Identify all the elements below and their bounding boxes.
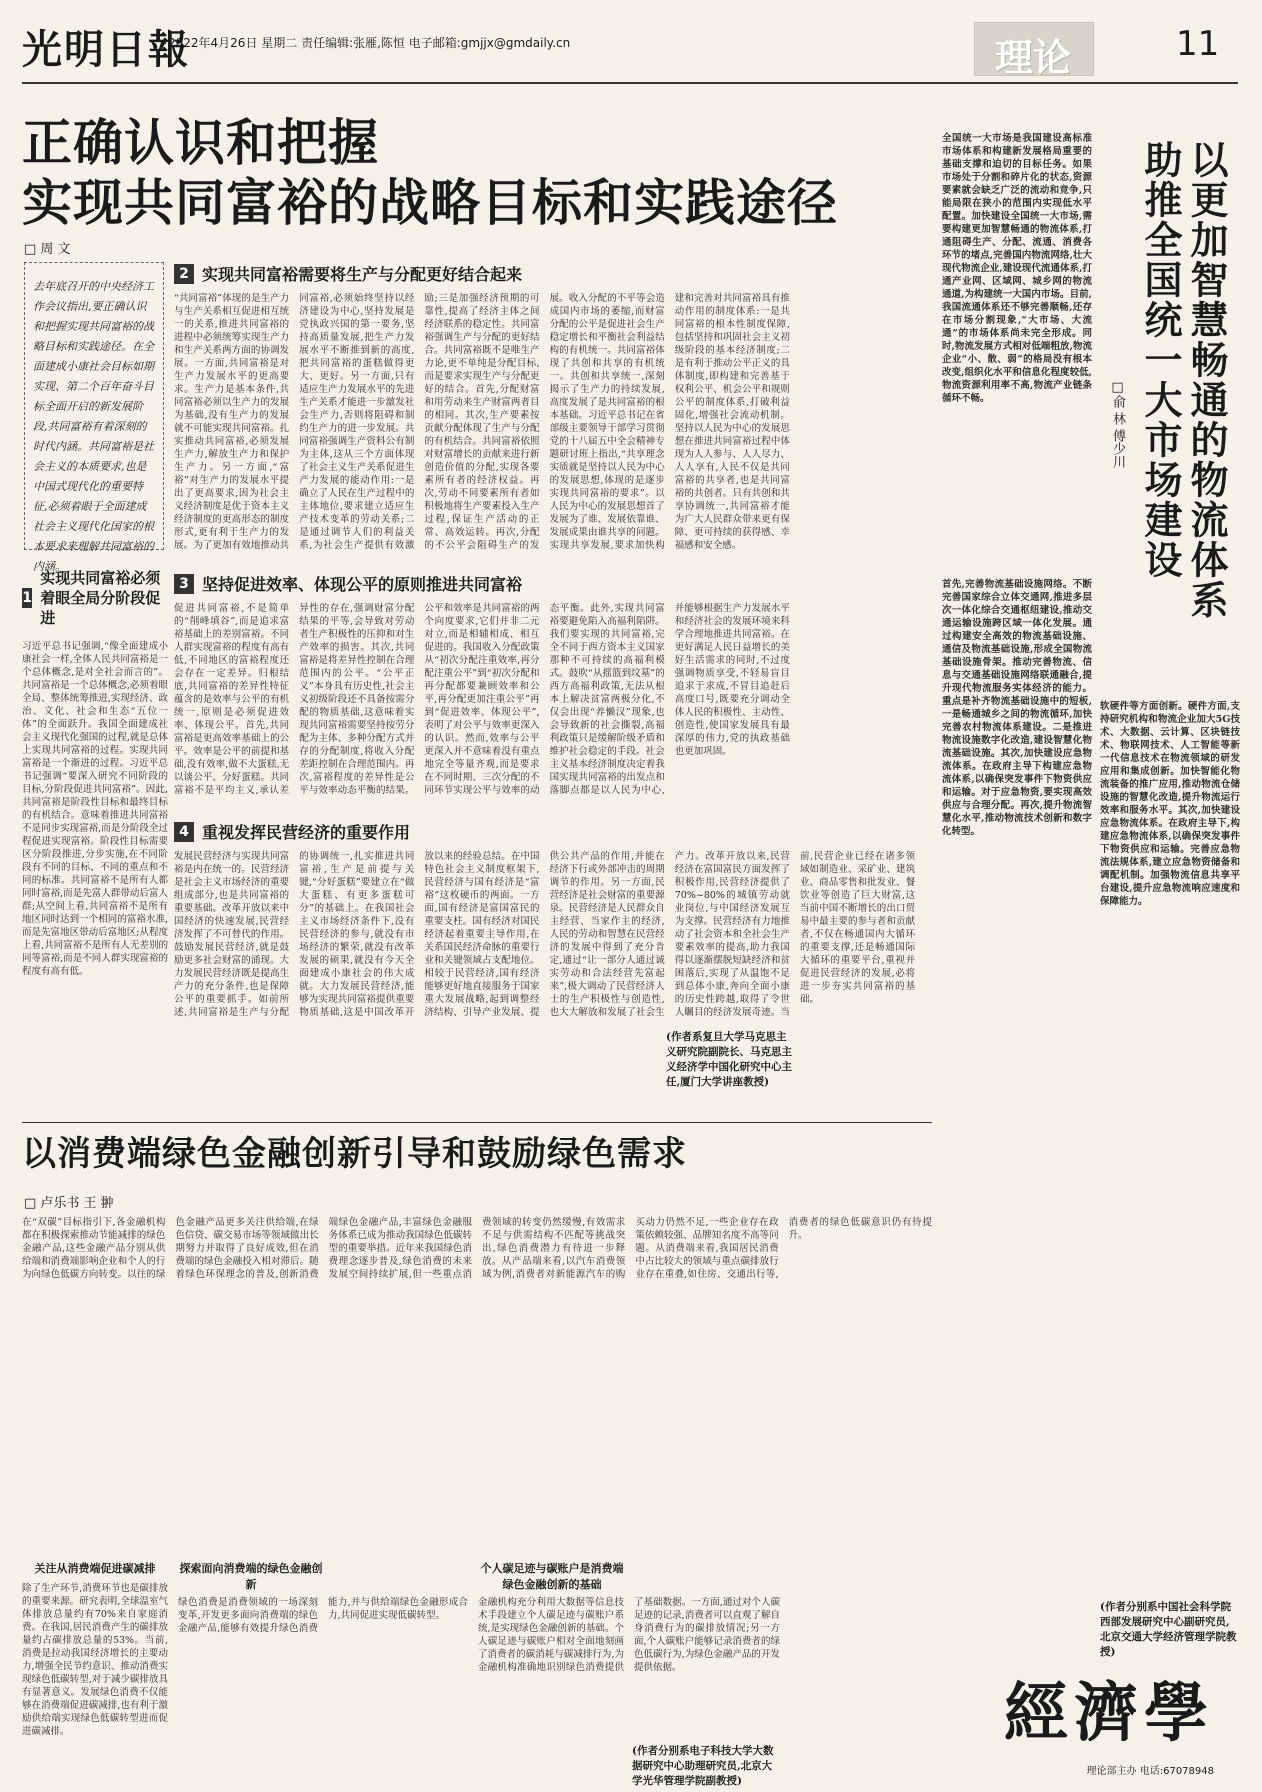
section1-title: 实现共同富裕必须着眼全局分阶段促进 [40,569,161,627]
section1-heading [22,568,170,628]
section3-text: 促进共同富裕,不是简单的“削峰填谷”,而是追求富裕基础上的差别富裕。不同人群实现富裕的程度有高有低,不同地区的富裕程度还会存在一定差异。归根结底,共同富裕的差异性特征蕴含的是效率与公平的有机统一,原则是必须促进效率、体现公平。首先,共同富裕是更高效率基础上的公平。效率是公平的前提和基础,没有效率,做不大蛋糕,无以谈公平、分好蛋糕。共同富裕不是平均主义,承认差异性的存在,强调财富分配结果的平等,会导致对劳动者生产积极性的压抑和对生产效率的损害。其次,共同富裕是将差异性控制在合理范围内的公平。“公平正义”本身具有历史性,社会主义初级阶段还不具备按需分配的物质基础,这意味着实现共同富裕需要坚持按劳分配为主体、多种分配方式并存的分配制度,将收入分配差距控制在合理范围内。再次,富裕程度的差异性是公平与效率动态平衡的结果。公平和效率是共同富裕的两个向度要求,它们并非二元对立,而是相辅相成、相互促进的。我国收入分配政策从“初次分配注重效率,再分配注重公平”到“初次分配和再分配都要兼顾效率和公平,再分配更加注重公平”再到“促进效率、体现公平”,表明了对公平与效率更深入的认识。然而,效率与公平更深入并不意味着没有重点地完全等量齐观,而是要求在不同时期、三次分配的不同环节实现公平与效率的动态平衡。此外,实现共同富裕要避免陷入高福利陷阱。我们要实现的共同富裕,完全不同于西方资本主义国家那种不可持续的高福利模式。鼓吹“从摇篮到坟墓”的西方高福利政策,无法从根本上解决贫富两极分化,不仅会出现“养懒汉”现象,也会导致新的社会撕裂,高福利政策只是缓解阶级矛盾和维护社会稳定的手段。社会主义基本经济制度决定着我国实现共同富裕的出发点和落脚点都是以人民为中心,并能够根据生产力发展水平和经济社会的发展环境来科学合理地推进共同富裕。在更好满足人民日益增长的美好生活需求的同时,不过度强调物质享受,不轻易盲目追求于求成,不冒目追赶后高度口号,既要充分调动全体人民的积极性、主动性、创造性,使国家发展具有最深厚的伟力,党的执政基础也更加巩固。 [174,603,790,796]
article1-title-line2: 实现共同富裕的战略目标和实践途径 [22,173,838,232]
article3-subhead3-text: 金融机构充分利用大数据等信息技术手段建立个人碳足迹与碳账户系统,是实现绿色金融创新的基础。个人碳足迹与碳账户相对全面地刻画了消费者的碳消耗与碳减排行为,为金融机构准确地识别绿色消费提供了基础数据。一方面,通过对个人碳足迹的记录,消费者可以直观了解自身消费行为的碳排放情况;另一方面,个人碳账户能够记录消费者的绿色低碳行为,为绿色金融产品的开发提供依据。 [478,1597,780,1673]
section4-text: 发展民营经济与实现共同富裕是内在统一的。民营经济是社会主义市场经济的重要组成部分,也是共同富裕的重要基础。改革开放以来中国经济的快速发展,民营经济发挥了不可替代的作用。鼓励发展民营经济,就是鼓励更多社会财富的涌现。大力发展民营经济既是提高生产力的充分条件,也是保障公平的重要抓手。如前所述,共同富裕是生产与分配的协调统一,扎实推进共同富裕,生产是前提与关键,“分好蛋糕”要建立在“做大蛋糕、有更多蛋糕可分”的基础上。在我国社会主义市场经济条件下,没有民营经济的参与,就没有市场经济的繁荣,就没有改革发展的硕果,就没有今天全面建成小康社会的伟大成就。大力发展民营经济,能够为实现共同富裕提供重要物质基础,这是中国改革开放以来的经验总结。在中国特色社会主义制度框架下,民营经济与国有经济是“富裕”这枚硬币的两面。一方面,国有经济是富国富民的重要支柱。国有经济对国民经济起着重要主导作用,在关系国民经济命脉的重要行业和关键领域占支配地位。相较于民营经济,国有经济能够更好地直接服务于国家重大发展战略,起到调整经济结构、引导产业发展、提供公共产品的作用,并能在经济下行或外部冲击的周期调节的作用。另一方面,民营经济是社会财富的重要源泉。民营经济是人民群众自主经营、当家作主的经济,人民的劳动和智慧在民营经济的发展中得到了充分肯定,通过“让一部分人通过诚实劳动和合法经营先富起来”,极大调动了民营经济人士的生产积极性与创造性,也大大解放和发展了社会生产力。改革开放以来,民营经济在富国富民方面发挥了积极作用,民营经济提供了70%~80%的城镇劳动就业岗位,与中国经济发展互为支撑。民营经济有力地推动了社会资本和全社会生产要素效率的提高,助力我国得以逐渐摆脱短缺经济和贫困落后,实现了从温饱不足到总体小康,奔向全面小康的历史性跨越,取得了令世人瞩目的经济发展奇迹。当前,民营企业已经在诸多领域如制造业、采矿业、建筑业、商品零售和批发业、餐饮业等创造了巨大财富,这当前中国不断增长的出口贸易中最主要的参与者和贡献者,不仅在畅通国内大循环的重要支撑,还是畅通国际大循环的重要平台,重视并促进民营经济的发展,必将进一步夯实共同富裕的基础。 [174,851,916,1018]
article1-title-line1: 正确认识和把握 [22,113,379,172]
section1-number: 1 [22,590,32,606]
article3-title: 以消费端绿色金融创新引导和鼓励绿色需求 [22,1134,687,1174]
article1-author-credit: (作者系复旦大学马克思主义研究院副院长、马克思主义经济学中国化研究中心主任,厦门大学讲座教授) [666,1031,792,1088]
section-badge [974,22,1094,80]
article2-body: 首先,完善物流基础设施网络。不断完善国家综合立体交通网,推进多层次一体化综合交通枢纽建设,推动交通运输设施跨区域一体化发展。通过构建安全高效的物流基础设施、通信及物流基础设施,形成全国物流基础设施骨架。推动完善物流、信息与交通基础设施网络联通融合,提升现代物流服务实体经济的能力。重点是补齐物流基础设施中的短板,一是畅通城乡之间的物流循环,加快完善农村物流体系建设。二是推进物流设施数字化改造,建设智慧化物流基础设施。其次,加快建设应急物流体系。在政府主导下构建应急物流体系,以确保突发事件下物资供应和运输。对于应急物资,要实现高效供应与合理分配。再次,提升物流智慧化水平,推动物流技术创新和数字化转型。 [942,579,1092,837]
section3-heading [174,572,522,595]
article3-subhead3: 个人碳足迹与碳账户是消费端绿色金融创新的基础 [480,1562,624,1591]
newspaper-logo: 光明日報 [22,26,190,73]
section2-title: 实现共同富裕需要将生产与分配更好结合起来 [202,265,523,284]
section2-text: “共同富裕”体现的是生产力与生产关系相互促进相互统一的关系,推进共同富裕的进程中必须统筹实现生产力和生产关系两方面的协调发展。一方面,共同富裕是对生产力发展水平的更高要求。生产力是基本条件,共同富裕必须以生产力的发展为基础,没有生产力的发展就不可能实现共同富裕。扎实推动共同富裕,必须发展生产力,解放生产力和保护生产力。另一方面,“富裕”对生产力的发展水平提出了更高要求,因为社会主义经济制度是优于资本主义经济制度的更高形态的制度形式,更有利于生产力的发展。为了更加有效地推动共同富裕,必须始终坚持以经济建设为中心,坚持发展是党执政兴国的第一要务,坚持高质量发展,把生产力发展水平不断推到新的高度,把共同富裕的蛋糕做得更大、更好。另一方面,只有适应生产力发展水平的先进生产关系才能进一步激发社会生产力,否则将阻碍和制约生产力的进一步发展。共同富裕强调生产资料公有制为主体,这从三个方面体现了社会主义生产关系促进生产力发展的能动作用:一是确立了人民在生产过程中的主体地位,要求建立适应生产技术变革的劳动关系;二是通过调节人们的利益关系,为社会生产提供有效激励;三是加强经济预期的可靠性,提高了经济主体之间经济联系的稳定性。共同富裕强调生产与分配的更好结合。共同富裕既不是唯生产力论,更不单纯是分配目标,而是要求实现生产与分配更好的结合。首先,分配财富和用劳动来生产财富两者目的相同。其次,生产要素按贡献分配体现了生产与分配的有机结合。共同富裕依照对财富增长的贡献来进行新创造价值的分配,实现各要素所有者的经济权益。再次,劳动不同要素所有者如积极地将生产要素投入生产过程,保证生产活动的正常、高效运转。再次,分配的不公平会阻碍生产的发展。收入分配的不平等会造成国内市场的萎缩,而财富分配的公平是促进社会生产稳定增长和平衡社会利益结构的有机统一。共同富裕体现了共创和共享的有机统一。共创和共享统一,深刻揭示了生产力的持续发展,高度发展了是共同富裕的根本基础。习近平总书记在省部级主要领导干部学习贯彻党的十八届五中全会精神专题研讨班上指出,“共享理念实质就是坚持以人民为中心的发展思想,体现的是逐步实现共同富裕的要求”。以人民为中心的发展思想首了发展为了谁、发展依靠谁、发展成果由谁共享的问题。实现共享发展,要求加快构建和完善对共同富裕具有推动作用的制度体系:一是共同富裕的根本性制度保障,包括坚持和巩固社会主义初级阶段的基本经济制度;二是有利于推动公平正义的具体制度,即构建和完善基于权利公平、机会公平和规则公平的制度体系,打破利益固化,增强社会流动机制。坚持以人民为中心的发展思想在推进共同富裕过程中体现为人人参与、人人尽力、人人享有,人民不仅是共同富裕的共享者,也是共同富裕的共创者。只有共创和共享协调统一,共同富裕才能为广大人民群众带来更有保障、更可持续的获得感、幸福感和安全感。 [174,293,790,551]
issue-info: 2022年4月26日 星期二 责任编辑:张雁,陈恒 电子邮箱:gmjjx@gmdaily.cn [168,36,571,50]
article2-body-continued: 软硬件等方面创新。硬件方面,支持研究机构和物流企业加大5G技术、大数据、云计算、区块链技术、物联网技术、人工智能等新一代信息技术在物流领域的研发应用和集成创新。加快智能化物流装备的推广应用,推动物流仓储设施的智慧化改造,提升物流运行效率和服务水平。其次,加快建设应急物流体系。在政府主导下,构建应急物流体系,以确保突发事件下物资供应和运输。完善应急物流法规体系,建立应急物资储备和调配机制。加强物流信息共享平台建设,提升应急物流响应速度和保障能力。 [1100,701,1240,907]
article3-subhead2-text: 绿色消费是消费领域的一场深刻变革,开发更多面向消费端的绿色金融产品,能够有效提升绿色消费能力,并与供给端绿色金融形成合力,共同促进实现低碳转型。 [178,1597,468,1634]
section4-number: 4 [174,822,194,842]
footer-note: 理论部主办 电话:67078948 [1086,1766,1214,1777]
article3-text: 在“双碳”目标指引下,各金融机构都在积极探索推动节能减排的绿色金融产品,这些金融产品分别从供给端和消费端影响企业和个人的行为向绿色低碳方向转变。以往的绿色金融产品更多关注供给端,在绿色信贷、碳交易市场等领域做出长期努力并取得了良好成效,但在消费端的绿色金融投入相对滞后。随着绿色环保理念的普及,创新消费端绿色金融产品,丰富绿色金融服务体系已成为推动我国绿色低碳转型的重要举措。近年来我国绿色消费理念逐步普及,绿色消费的未来发展空间持续扩展,但一些重点消费领域的转变仍然缓慢,有效需求不足与供需结构不匹配等挑战突出,绿色消费潜力有待进一步释放。从产品端来看,以汽车消费领域为例,消费者对新能源汽车的购买动力仍然不足,一些企业存在政策依赖较强、品牌知名度不高等问题。从消费端来看,我国居民消费中占比较大的领域与重点碳排放行业存在重叠,如住房、交通出行等,消费者的绿色低碳意识仍有待提升。 [22,1217,932,1280]
article1-intro: 去年底召开的中央经济工作会议指出,要正确认识和把握实现共同富裕的战略目标和实践途径。在全面建成小康社会目标如期实现、第二个百年奋斗目标全面开启的新发展阶段,共同富裕有着深刻的时代内涵。共同富裕是社会主义的本质要求,也是中国式现代化的重要特征,必须着眼于全面建成社会主义现代化国家的根本要求来理解共同富裕的内涵。 [24,262,164,550]
article3-subhead1-text: 除了生产环节,消费环节也是碳排放的重要来源。研究表明,全球温室气体排放总量约有70%来自家庭消费。在我国,居民消费产生的碳排放量约占碳排放总量的53%。当前,消费是拉动我国经济增长的主要动力,增强全民节约意识、推动消费实现绿色低碳转型,对于减少碳排放具有显著意义。发展绿色消费不仅能够在消费端促进碳减排,也有利于激励供给端实现绿色低碳转型进而促进碳减排。 [22,1583,168,1737]
section2-number: 2 [174,264,194,284]
section-label: 理论 [995,35,1072,80]
article2-author-credit: (作者分别系中国社会科学院西部发展研究中心副研究员,北京交通大学经济管理学院教授) [1100,1601,1237,1658]
page-number: 11 [1176,24,1220,64]
article3-author-credit: (作者分别系电子科技大学大数据研究中心助理研究员,北京大学光华管理学院副教授) [632,1745,774,1787]
article3-byline: □ 卢乐书 王 翀 [24,1192,114,1211]
column-brand: 經濟學 [1004,1676,1214,1751]
article3-divider [22,1122,932,1123]
article3-subhead2: 探索面向消费端的绿色金融创新 [179,1562,323,1591]
section2-heading [174,262,522,285]
section1-text: 习近平总书记强调,“像全面建成小康社会一样,全体人民共同富裕是一个总体概念,是对全社会而言的”。共同富裕是一个总体概念,必须着眼全局、整体统筹推进,实现经济、政治、文化、社会和生态“五位一体”的全面跃升。我国全面建成社会主义现代化强国的过程,就是总体上实现共同富裕的过程。实现共同富裕是一个渐进的过程。习近平总书记强调“要深入研究不同阶段的目标,分阶段促进共同富裕”。因此,共同富裕是阶段性目标和最终目标的有机结合。意味着推进共同富裕不是同步实现富裕,而是分阶段全过程促进实现富裕。阶段性目标需要区分阶段推进,分步实施,在不同阶段有不同的目标、不同的重点和不同的标准。共同富裕不是所有人都同时富裕,而是先富人群带动后富人群;从空间上看,共同富裕不是所有地区同时达到一个相同的富裕水准,而是先富地区带动后富地区;从程度上看,共同富裕不是所有人无差别的同等富裕,而是不同人群实现富裕的程度有高有低。 [22,641,168,977]
article2-byline: □俞 林 傅少川 [1110,380,1125,469]
article2-title-line1: 以更加智慧畅通的物流体系 [1184,140,1229,620]
section3-title: 坚持促进效率、体现公平的原则推进共同富裕 [202,575,523,594]
article2-intro: 全国统一大市场是我国建设高标准市场体系和构建新发展格局重要的基础支撑和迫切的目标任务。如果市场处于分割和碎片化的状态,资源要素就会缺乏广泛的流动和竞争,只能局限在狭小的范围内实现低水平配置。加快建设全国统一大市场,需要构建更加智慧畅通的物流体系,打通阻碍生产、分配、流通、消费各环节的堵点,完善国内物流网络,壮大现代物流企业,建设现代流通体系,打通产业网、区域网、城乡网的物流通道,为构建统一大国内市场。目前,我国流通体系还不够完善顺畅,还存在市场分割现象,“大市场、大流通”的市场体系尚未完全形成。同时,物流发展方式相对低端粗放,物流企业“小、散、弱”的格局没有根本改变,组织化水平和信息化程度较低,物流资源利用率不高,物流产业链条循环不畅。 [942,133,1092,404]
article2-title-line2: 助推全国统一大市场建设 [1138,140,1183,580]
article1-byline: □ 周 文 [24,238,71,257]
section4-heading [174,820,410,843]
section3-number: 3 [174,574,194,594]
header-rule [22,82,1238,84]
section4-title: 重视发挥民营经济的重要作用 [202,823,411,842]
article3-subhead1: 关注从消费端促进碳减排 [34,1562,156,1575]
